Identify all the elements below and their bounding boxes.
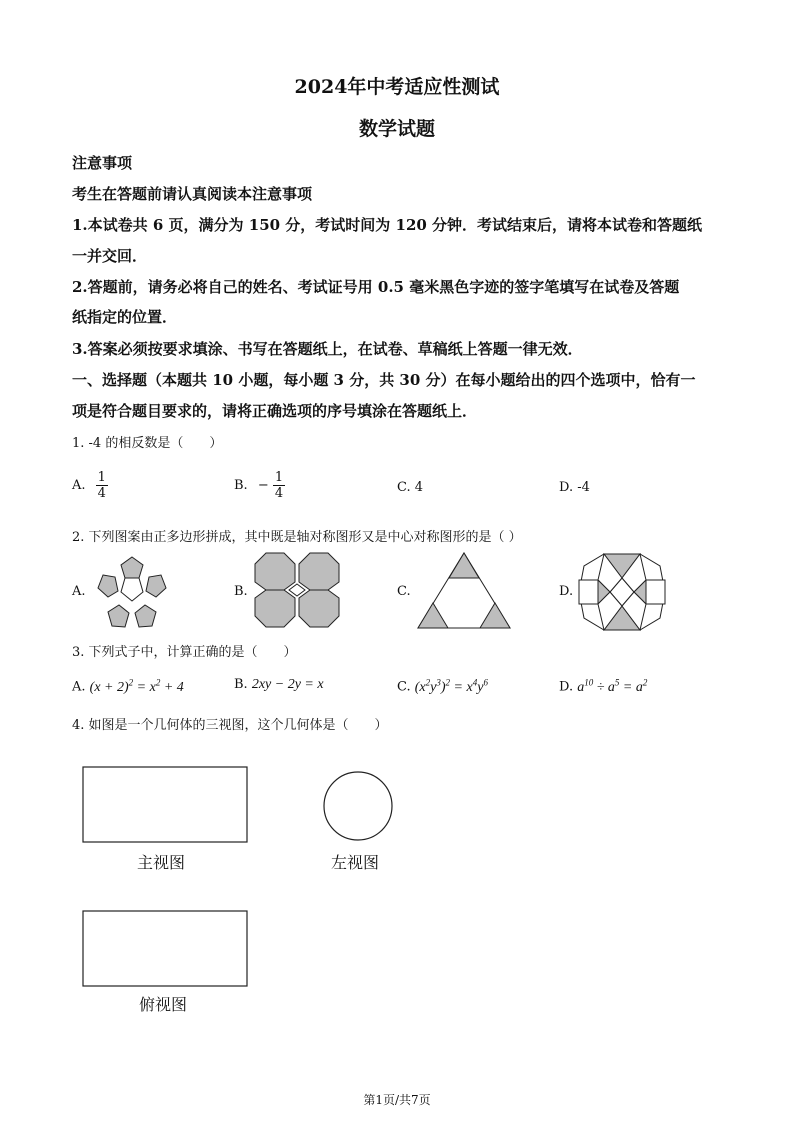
- q4-left-view-circle: [323, 771, 393, 841]
- q1-option-a-label: A.: [72, 478, 86, 493]
- q2-option-d-label: D.: [559, 584, 574, 599]
- q3-option-c-expr: $(x^2y^3)^2 = x^4y^6$: [414, 677, 488, 695]
- q2-option-a-label: A.: [72, 584, 86, 599]
- page-number: 第1页/共7页: [363, 1093, 431, 1107]
- q4-left-view-label: 左视图: [331, 853, 380, 872]
- q3-option-c: [397, 677, 488, 696]
- q3-option-d-label: D.: [559, 679, 574, 695]
- q1-option-b-label: B.: [234, 478, 248, 493]
- q1-b-sign: −: [257, 478, 269, 493]
- q3-option-a: [72, 677, 184, 696]
- q4-front-view-label: 主视图: [137, 853, 186, 872]
- section-heading-line-1: 一、选择题（本题共 10 小题，每小题 3 分，共 30 分）在每小题给出的四个选项中，恰有一: [72, 371, 696, 389]
- q4-front-view-rectangle: [82, 766, 248, 843]
- q1-b-denominator: 4: [274, 486, 284, 501]
- q2-figure-c-triangle: [417, 552, 511, 630]
- q2-option-c-label: C.: [397, 584, 411, 599]
- q3-option-c-label: C.: [397, 679, 411, 695]
- q3-option-a-label: A.: [72, 679, 86, 695]
- q1-option-a: [72, 470, 108, 501]
- page-subtitle: 数学试题: [358, 118, 435, 140]
- question-1-stem: 1. -4 的相反数是（ ）: [72, 436, 223, 451]
- notice-line-1a: 1.本试卷共 6 页，满分为 150 分，考试时间为 120 分钟．考试结束后，请将本试卷和答题纸: [72, 216, 703, 234]
- question-4-stem: 4. 如图是一个几何体的三视图，这个几何体是（ ）: [72, 718, 388, 733]
- q4-top-view-label: 俯视图: [139, 995, 188, 1014]
- q2-figure-b-octagons: [254, 552, 340, 628]
- q1-option-d: D. -4: [559, 480, 590, 495]
- notice-line-2b: 纸指定的位置．: [72, 308, 178, 326]
- q1-option-b: [234, 470, 285, 501]
- q1-option-c: C. 4: [397, 480, 424, 495]
- q2-option-b-label: B.: [234, 584, 248, 599]
- notice-line-3: 3.答案必须按要求填涂、书写在答题纸上，在试卷、草稿纸上答题一律无效．: [72, 340, 583, 358]
- q1-option-b-fraction: [273, 470, 285, 501]
- section-heading-line-2: 项是符合题目要求的，请将正确选项的序号填涂在答题纸上．: [72, 402, 478, 420]
- q3-option-b-expr: 2xy − 2y = x: [251, 677, 324, 692]
- q3-option-d-expr: $a^{10} \div a^5 = a^2$: [577, 677, 648, 695]
- q1-a-numerator: 1: [97, 470, 106, 485]
- notice-line-0: 考生在答题前请认真阅读本注意事项: [72, 185, 313, 203]
- notice-heading: 注意事项: [72, 154, 133, 172]
- page-title: 2024年中考适应性测试: [294, 76, 500, 98]
- q2-figure-a-pentagons: [92, 556, 172, 630]
- q3-option-a-expr: $(x + 2)^2 = x^2 + 4$: [89, 677, 184, 695]
- q1-b-numerator: 1: [274, 470, 284, 485]
- question-3-stem: 3. 下列式子中，计算正确的是（ ）: [72, 645, 297, 660]
- q1-option-a-fraction: [96, 470, 108, 501]
- q2-figure-d-dodecagon: [578, 552, 666, 632]
- q3-option-b: [234, 677, 324, 693]
- q3-option-b-label: B.: [234, 677, 248, 692]
- q3-option-d: [559, 677, 647, 696]
- q1-a-denominator: 4: [97, 486, 106, 501]
- notice-line-1b: 一并交回．: [72, 247, 148, 265]
- notice-line-2a: 2.答题前，请务必将自己的姓名、考试证号用 0.5 毫米黑色字迹的签字笔填写在试卷及答题: [72, 278, 680, 296]
- question-2-stem: 2. 下列图案由正多边形拼成，其中既是轴对称图形又是中心对称图形的是（ ）: [72, 530, 522, 545]
- q4-top-view-rectangle: [82, 910, 248, 987]
